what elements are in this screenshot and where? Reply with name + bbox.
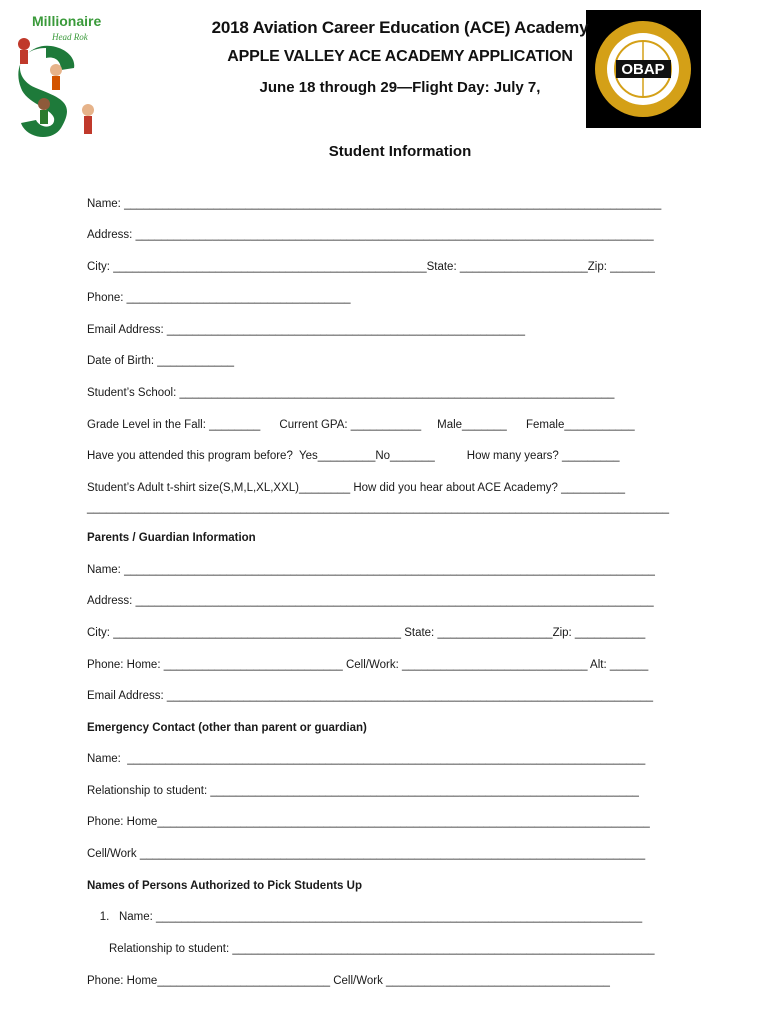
page-subtitle: APPLE VALLEY ACE ACADEMY APPLICATION [227,48,573,65]
pickup-phone-field[interactable]: Phone: Home___________________________ Cell/Work ___________________________________ [87,975,610,987]
logo-right-text: OBAP [621,61,665,78]
parent-email-field[interactable]: Email Address: ____________________________________________________________________________ [87,690,653,702]
emergency-cell-field[interactable]: Cell/Work _______________________________________________________________________________ [87,848,646,860]
referral-continuation-line[interactable]: ___________________________________________________________________________________________ [87,502,670,514]
student-email-field[interactable]: Email Address: ________________________________________________________ [87,324,526,336]
student-address-field[interactable]: Address: _________________________________________________________________________________ [87,229,654,241]
child-figure-icon [18,38,30,50]
parent-phone-field[interactable]: Phone: Home: ____________________________ Cell/Work: _____________________________ Alt: ______ [87,659,649,671]
student-school-field[interactable]: Student’s School: ____________________________________________________________________ [87,387,615,399]
date-of-birth-field[interactable]: Date of Birth: ____________ [87,355,235,367]
student-city-state-zip-field[interactable]: City: _________________________________________________State: ____________________Zip: _______ [87,261,655,273]
student-name-field[interactable]: Name: ____________________________________________________________________________________ [87,198,662,210]
section-heading-student: Student Information [328,143,472,160]
child-figure-icon [50,64,62,76]
tshirt-referral-field[interactable]: Student’s Adult t-shirt size(S,M,L,XL,XXL)________ How did you hear about ACE Academy? __________ [87,482,626,494]
child-figure-icon [82,104,94,116]
page-title: 2018 Aviation Career Education (ACE) Academy [211,18,589,37]
emergency-relationship-field[interactable]: Relationship to student: ___________________________________________________________________ [87,785,639,797]
parent-city-state-zip-field[interactable]: City: _____________________________________________ State: __________________Zip: ___________ [87,627,646,639]
emergency-name-field[interactable]: Name: _________________________________________________________________________________ [87,753,646,765]
section-heading-parents: Parents / Guardian Information [87,532,256,544]
section-heading-pickup: Names of Persons Authorized to Pick Students Up [87,880,362,892]
program-dates: June 18 through 29—Flight Day: July 7, [259,79,541,96]
millionaire-logo [6,8,124,158]
logo-left-sub: Head Rok [52,32,88,42]
parent-address-field[interactable]: Address: _________________________________________________________________________________ [87,595,654,607]
parent-name-field[interactable]: Name: ___________________________________________________________________________________ [87,564,655,576]
child-figure-icon [38,98,50,110]
section-heading-emergency: Emergency Contact (other than parent or guardian) [87,722,367,734]
logo-left-text: Millionaire [32,13,102,29]
emergency-home-phone-field[interactable]: Phone: Home_____________________________________________________________________________ [87,816,650,828]
student-phone-field[interactable]: Phone: ___________________________________ [87,292,351,304]
pickup-relationship-field[interactable]: Relationship to student: __________________________________________________________________ [109,943,655,955]
grade-gpa-gender-field[interactable]: Grade Level in the Fall: ________ Current GPA: ___________ Male_______ Female___________ [87,419,635,431]
pickup-name-field[interactable]: 1. Name: ____________________________________________________________________________ [87,911,643,923]
attended-before-field[interactable]: Have you attended this program before? Yes_________No_______ How many years? _________ [87,450,620,462]
